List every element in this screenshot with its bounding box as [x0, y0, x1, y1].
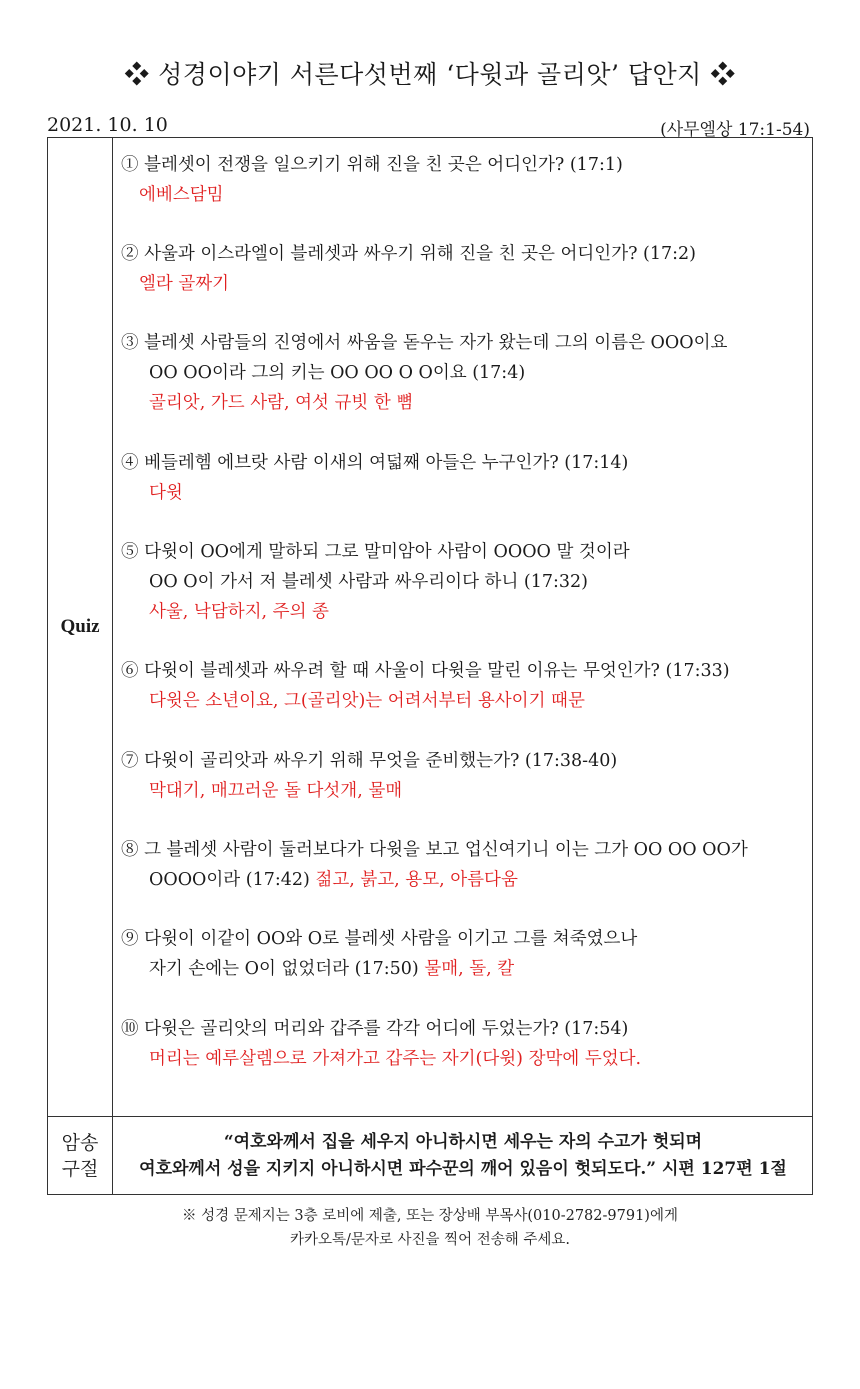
question-text: ② 사울과 이스라엘이 블레셋과 싸우기 위해 진을 친 곳은 어디인가? (17:2): [121, 244, 696, 264]
answer: 다윗: [149, 483, 183, 503]
question-10: [121, 1014, 811, 1074]
question-1: [121, 150, 811, 210]
answer: 에베스담밈: [139, 185, 224, 205]
page-title: ❖ 성경이야기 서른다섯번째 ‘다윗과 골리앗’ 답안지 ❖: [124, 60, 736, 89]
answer-sheet: [47, 137, 813, 1195]
question-text: ③ 블레셋 사람들의 진영에서 싸움을 돋우는 자가 왔는데 그의 이름은 OOO이요: [121, 333, 728, 353]
memory-verse-text: [114, 1129, 812, 1183]
answer: 사울, 낙담하지, 주의 종: [149, 602, 329, 622]
question-text: ⑨ 다윗이 이같이 OO와 O로 블레셋 사람을 이기고 그를 쳐죽였으나: [121, 929, 638, 949]
answer: 엘라 골짜기: [139, 274, 230, 294]
question-text-cont-label: OOOO이라 (17:42): [149, 870, 310, 890]
date: 2021. 10. 10: [47, 114, 168, 136]
question-text: ④ 베들레헴 에브랏 사람 이새의 여덟째 아들은 누구인가? (17:14): [121, 453, 629, 473]
scripture-reference: (사무엘상 17:1-54): [660, 120, 810, 140]
question-text: ⑦ 다윗이 골리앗과 싸우기 위해 무엇을 준비했는가? (17:38-40): [121, 751, 618, 771]
answer: 다윗은 소년이요, 그(골리앗)는 어려서부터 용사이기 때문: [149, 691, 585, 711]
memory-label-line2: 구절: [61, 1157, 99, 1180]
answer: 막대기, 매끄러운 돌 다섯개, 물매: [149, 781, 403, 801]
question-7: [121, 746, 811, 806]
question-3: [121, 328, 811, 418]
question-text-cont: [121, 865, 811, 895]
question-6: [121, 656, 811, 716]
verse-line-1: “여호와께서 집을 세우지 아니하시면 세우는 자의 수고가 헛되며: [223, 1132, 703, 1152]
memory-verse-label: [48, 1117, 113, 1194]
question-9: [121, 924, 811, 984]
question-text: ⑧ 그 블레셋 사람이 둘러보다가 다윗을 보고 업신여기니 이는 그가 OO OO OO가: [121, 840, 748, 860]
answer: 골리앗, 가드 사람, 여섯 규빗 한 뼘: [149, 393, 414, 413]
question-text-cont-label: 자기 손에는 O이 없었더라 (17:50): [149, 959, 419, 979]
question-text: ⑩ 다윗은 골리앗의 머리와 갑주를 각각 어디에 두었는가? (17:54): [121, 1019, 629, 1039]
question-text: ⑥ 다윗이 블레셋과 싸우려 할 때 사울이 다윗을 말린 이유는 무엇인가? (17:33): [121, 661, 730, 681]
question-2: [121, 239, 811, 299]
answer: 젊고, 붉고, 용모, 아름다움: [315, 870, 518, 890]
question-4: [121, 448, 811, 508]
answer: 머리는 예루살렘으로 가져가고 갑주는 자기(다윗) 장막에 두었다.: [149, 1049, 642, 1069]
question-text-cont: OO O이 가서 저 블레셋 사람과 싸우리이다 하니 (17:32): [149, 572, 589, 592]
memory-label-line1: 암송: [61, 1131, 99, 1154]
question-8: [121, 835, 811, 895]
verse-line-2: 여호와께서 성을 지키지 아니하시면 파수꾼의 깨어 있음이 헛되도다.” 시편 127편 1절: [139, 1159, 787, 1179]
question-5: [121, 537, 811, 627]
footer-line-1: ※ 성경 문제지는 3층 로비에 제출, 또는 장상배 부목사(010-2782-9791)에게: [182, 1208, 678, 1224]
footer-line-2: 카카오톡/문자로 사진을 찍어 전송해 주세요.: [289, 1232, 571, 1248]
footer-note: [0, 1204, 860, 1252]
question-text-cont: [121, 954, 811, 984]
question-text: ① 블레셋이 전쟁을 일으키기 위해 진을 친 곳은 어디인가? (17:1): [121, 155, 623, 175]
quiz-label: Quiz: [48, 138, 113, 1116]
question-text: ⑤ 다윗이 OO에게 말하되 그로 말미암아 사람이 OOOO 말 것이라: [121, 542, 630, 562]
memory-verse-row: [48, 1116, 812, 1194]
answer: 물매, 돌, 칼: [424, 959, 515, 979]
question-text-cont: OO OO이라 그의 키는 OO OO O O이요 (17:4): [149, 363, 526, 383]
